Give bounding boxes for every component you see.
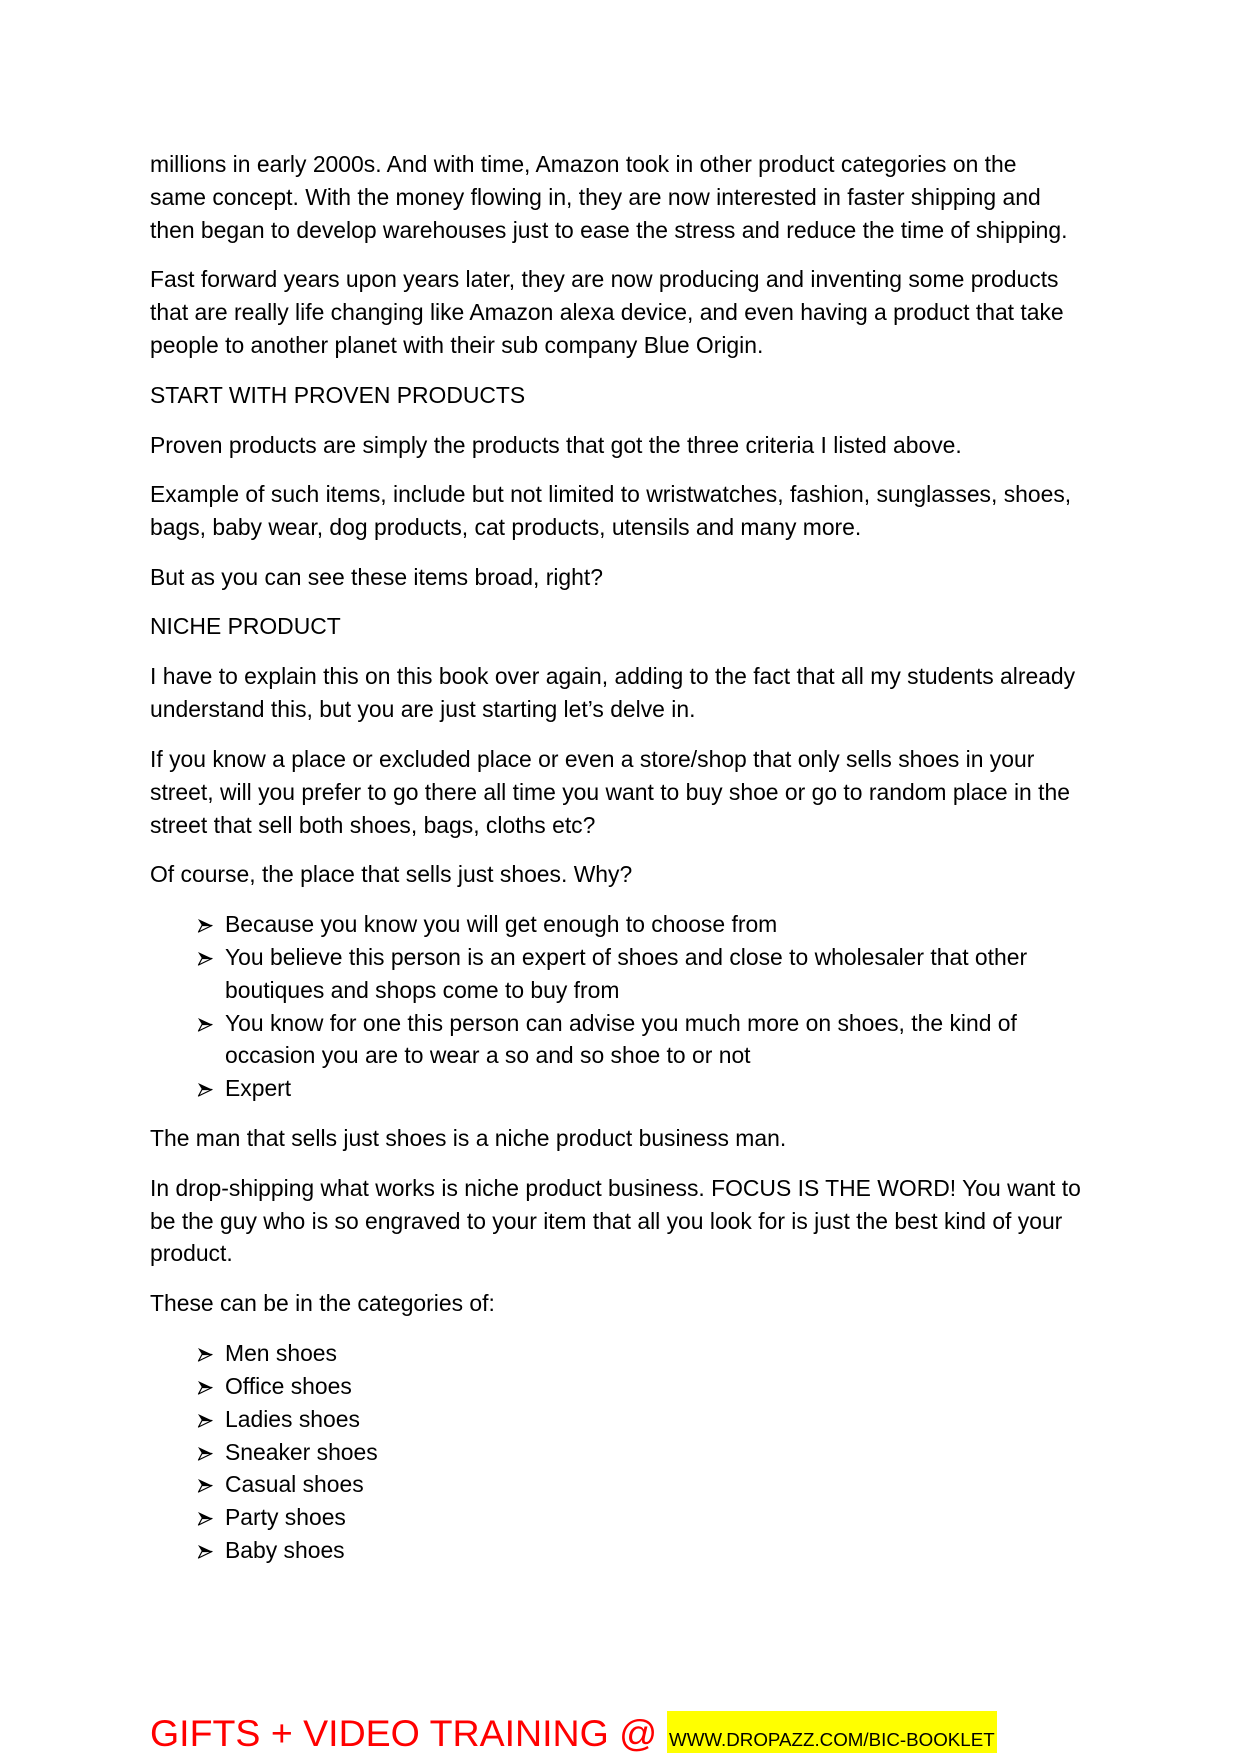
reason-item	[225, 941, 1150, 1007]
list-item-text: occasion you are to wear a so and so shoe to or not	[225, 1042, 751, 1069]
heading-text: START WITH PROVEN PRODUCTS	[150, 381, 526, 408]
paragraph-proven-definition	[150, 429, 1150, 462]
paragraph-amazon-innovation	[150, 263, 1150, 362]
categories-list	[150, 1337, 1150, 1567]
reason-item	[225, 908, 1150, 941]
arrow-bullet-icon	[197, 1347, 213, 1362]
text-line: Fast forward years upon years later, they are now producing and inventing some products	[150, 266, 1059, 293]
document-body	[150, 148, 1150, 1584]
arrow-bullet-icon	[197, 1544, 213, 1559]
text-line: Proven products are simply the products that got the three criteria I listed above.	[150, 431, 962, 458]
text-line: The man that sells just shoes is a niche product business man.	[150, 1125, 787, 1151]
arrow-bullet-icon	[197, 1446, 213, 1461]
text-line: millions in early 2000s. And with time, Amazon took in other product categories on the	[150, 151, 1017, 177]
list-item-text: Ladies shoes	[225, 1405, 360, 1432]
arrow-bullet-icon	[197, 1413, 213, 1428]
text-line: people to another planet with their sub company Blue Origin.	[150, 332, 764, 359]
text-line: same concept. With the money flowing in, they are now interested in faster shipping and	[150, 183, 1041, 210]
text-line: then began to develop warehouses just to ease the stress and reduce the time of shipping.	[150, 216, 1068, 243]
text-line: that are really life changing like Amazon alexa device, and even having a product that take	[150, 299, 1064, 326]
text-line: Of course, the place that sells just shoes. Why?	[150, 861, 633, 888]
text-line: In drop-shipping what works is niche product business. FOCUS IS THE WORD! You want to	[150, 1174, 1081, 1201]
heading-text: NICHE PRODUCT	[150, 613, 341, 640]
arrow-bullet-icon	[197, 1082, 213, 1097]
footer-url-highlight	[667, 1711, 997, 1753]
paragraph-proven-examples	[150, 478, 1150, 544]
list-item-text: Because you know you will get enough to choose from	[225, 910, 778, 937]
footer-promo-text: GIFTS + VIDEO TRAINING @	[150, 1712, 658, 1754]
category-item	[225, 1436, 1150, 1469]
paragraph-amazon-growth	[150, 148, 1150, 247]
arrow-bullet-icon	[197, 918, 213, 933]
list-item-text: You believe this person is an expert of shoes and close to wholesaler that other	[225, 943, 1028, 970]
arrow-bullet-icon	[197, 1478, 213, 1493]
text-line: understand this, but you are just starting let’s delve in.	[150, 696, 696, 723]
paragraph-shoe-shop-question	[150, 743, 1150, 842]
list-item-text: Men shoes	[225, 1339, 337, 1366]
text-line: Example of such items, include but not limited to wristwatches, fashion, sunglasses, shoes,	[150, 481, 1072, 508]
list-item-text: Casual shoes	[225, 1471, 364, 1498]
arrow-bullet-icon	[197, 1017, 213, 1032]
text-line: But as you can see these items broad, right?	[150, 563, 603, 590]
reasons-list	[150, 908, 1150, 1105]
list-item-text: Sneaker shoes	[225, 1438, 378, 1465]
category-item	[225, 1501, 1150, 1534]
text-line: I have to explain this on this book over again, adding to the fact that all my students already	[150, 663, 1076, 690]
category-item	[225, 1534, 1150, 1567]
list-item-text: Baby shoes	[225, 1537, 345, 1564]
text-line: bags, baby wear, dog products, cat products, utensils and many more.	[150, 514, 862, 541]
arrow-bullet-icon	[197, 1511, 213, 1526]
paragraph-dropshipping-focus	[150, 1172, 1150, 1271]
category-item	[225, 1403, 1150, 1436]
text-line: street that sell both shoes, bags, cloths etc?	[150, 811, 596, 838]
list-item-text: Party shoes	[225, 1504, 346, 1531]
list-item-text: Office shoes	[225, 1372, 352, 1399]
reason-item	[225, 1072, 1150, 1105]
text-line: be the guy who is so engraved to your item that all you look for is just the best kind of your	[150, 1207, 1063, 1234]
arrow-bullet-icon	[197, 951, 213, 966]
paragraph-niche-intro	[150, 660, 1150, 726]
text-line: product.	[150, 1240, 233, 1267]
paragraph-categories-intro	[150, 1287, 1150, 1320]
footer-url-text: WWW.DROPAZZ.COM/BIC-BOOKLET	[669, 1729, 995, 1750]
list-item-text: boutiques and shops come to buy from	[225, 976, 620, 1003]
reason-item	[225, 1007, 1150, 1073]
text-line: These can be in the categories of:	[150, 1290, 495, 1317]
category-item	[225, 1370, 1150, 1403]
category-item	[225, 1337, 1150, 1370]
text-line: If you know a place or excluded place or even a store/shop that only sells shoes in your	[150, 745, 1035, 772]
paragraph-niche-summary	[150, 1122, 1150, 1155]
section-heading-proven-products	[150, 379, 1150, 412]
paragraph-broad-question	[150, 561, 1150, 594]
category-item	[225, 1468, 1150, 1501]
arrow-bullet-icon	[197, 1380, 213, 1395]
list-item-text: You know for one this person can advise you much more on shoes, the kind of	[225, 1009, 1017, 1036]
list-item-text: Expert	[225, 1075, 292, 1102]
text-line: street, will you prefer to go there all time you want to buy shoe or go to random place in the	[150, 778, 1070, 805]
section-heading-niche-product	[150, 610, 1150, 643]
paragraph-shoe-shop-answer	[150, 858, 1150, 891]
